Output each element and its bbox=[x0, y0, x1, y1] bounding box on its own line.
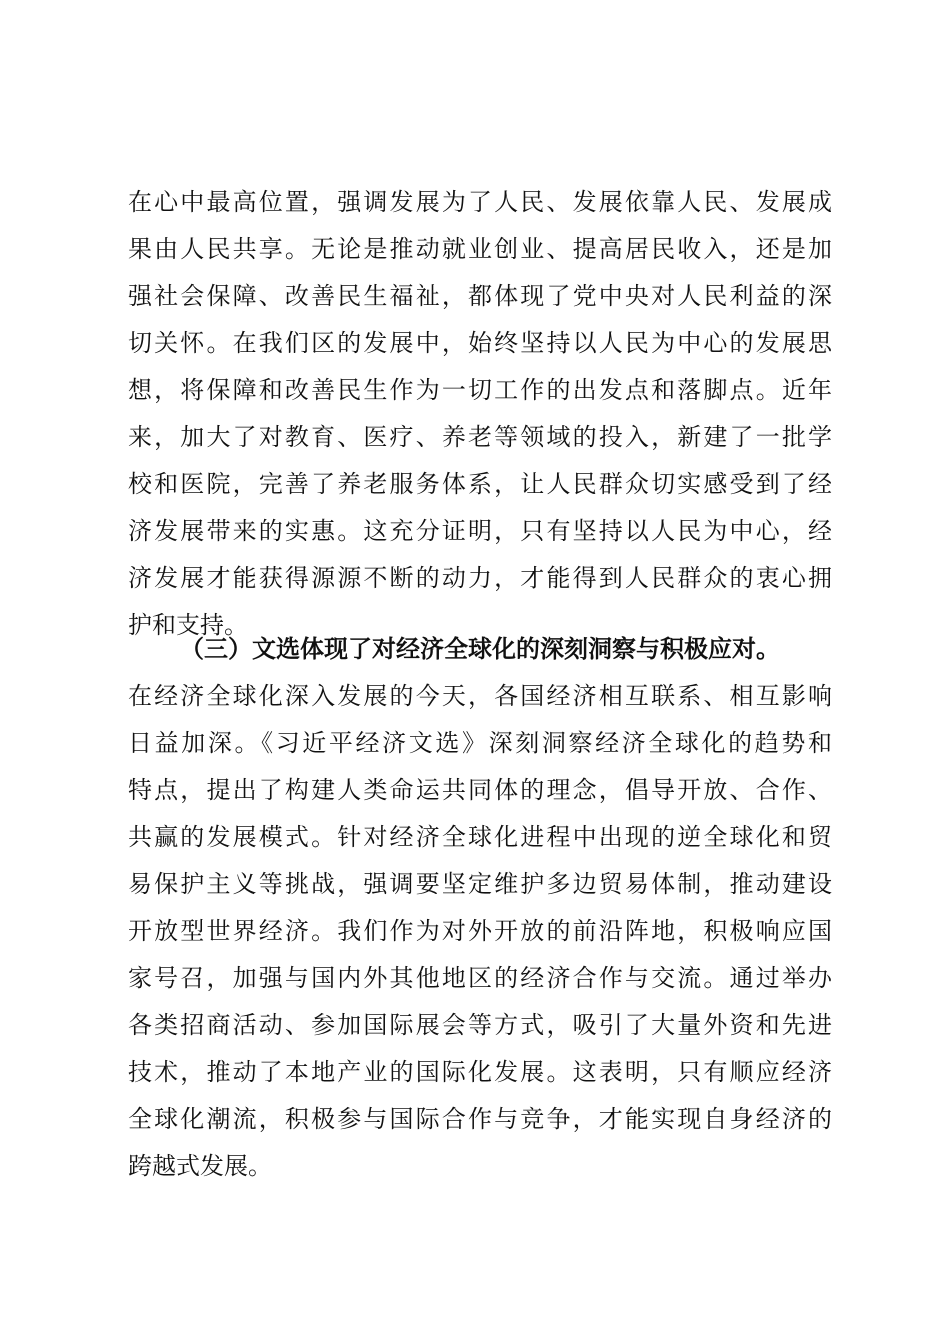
paragraph-line: 日益加深。《习近平经济文选》深刻洞察经济全球化的趋势和 bbox=[128, 729, 832, 757]
paragraph-line: 家号召，加强与国内外其他地区的经济合作与交流。通过举办 bbox=[128, 964, 832, 992]
paragraph-line: 在经济全球化深入发展的今天，各国经济相互联系、相互影响 bbox=[128, 682, 832, 710]
paragraph-line: 技术，推动了本地产业的国际化发展。这表明，只有顺应经济 bbox=[128, 1058, 832, 1086]
paragraph-globalization bbox=[128, 673, 832, 1190]
paragraph-line: 特点，提出了构建人类命运共同体的理念，倡导开放、合作、 bbox=[128, 776, 832, 804]
paragraph-line: 切关怀。在我们区的发展中，始终坚持以人民为中心的发展思 bbox=[128, 329, 832, 357]
paragraph-line: 济发展带来的实惠。这充分证明，只有坚持以人民为中心，经 bbox=[128, 517, 832, 545]
paragraph-people-centered bbox=[128, 179, 832, 649]
paragraph-line: 全球化潮流，积极参与国际合作与竞争，才能实现自身经济的 bbox=[128, 1105, 832, 1133]
paragraph-line: 想，将保障和改善民生作为一切工作的出发点和落脚点。近年 bbox=[128, 376, 832, 404]
paragraph-line: 共赢的发展模式。针对经济全球化进程中出现的逆全球化和贸 bbox=[128, 823, 832, 851]
section-3-heading-block bbox=[128, 626, 832, 673]
section-3-heading: （三）文选体现了对经济全球化的深刻洞察与积极应对。 bbox=[180, 635, 780, 663]
paragraph-line: 果由人民共享。无论是推动就业创业、提高居民收入，还是加 bbox=[128, 235, 832, 263]
paragraph-line: 济发展才能获得源源不断的动力，才能得到人民群众的衷心拥 bbox=[128, 564, 832, 592]
paragraph-line: 护和支持。 bbox=[128, 611, 248, 639]
paragraph-line: 在心中最高位置，强调发展为了人民、发展依靠人民、发展成 bbox=[128, 188, 832, 216]
paragraph-line: 开放型世界经济。我们作为对外开放的前沿阵地，积极响应国 bbox=[128, 917, 832, 945]
paragraph-line: 各类招商活动、参加国际展会等方式，吸引了大量外资和先进 bbox=[128, 1011, 832, 1039]
paragraph-line: 校和医院，完善了养老服务体系，让人民群众切实感受到了经 bbox=[128, 470, 832, 498]
paragraph-line: 来，加大了对教育、医疗、养老等领域的投入，新建了一批学 bbox=[128, 423, 832, 451]
paragraph-line: 易保护主义等挑战，强调要坚定维护多边贸易体制，推动建设 bbox=[128, 870, 832, 898]
paragraph-line: 跨越式发展。 bbox=[128, 1152, 272, 1180]
paragraph-line: 强社会保障、改善民生福祉，都体现了党中央对人民利益的深 bbox=[128, 282, 832, 310]
